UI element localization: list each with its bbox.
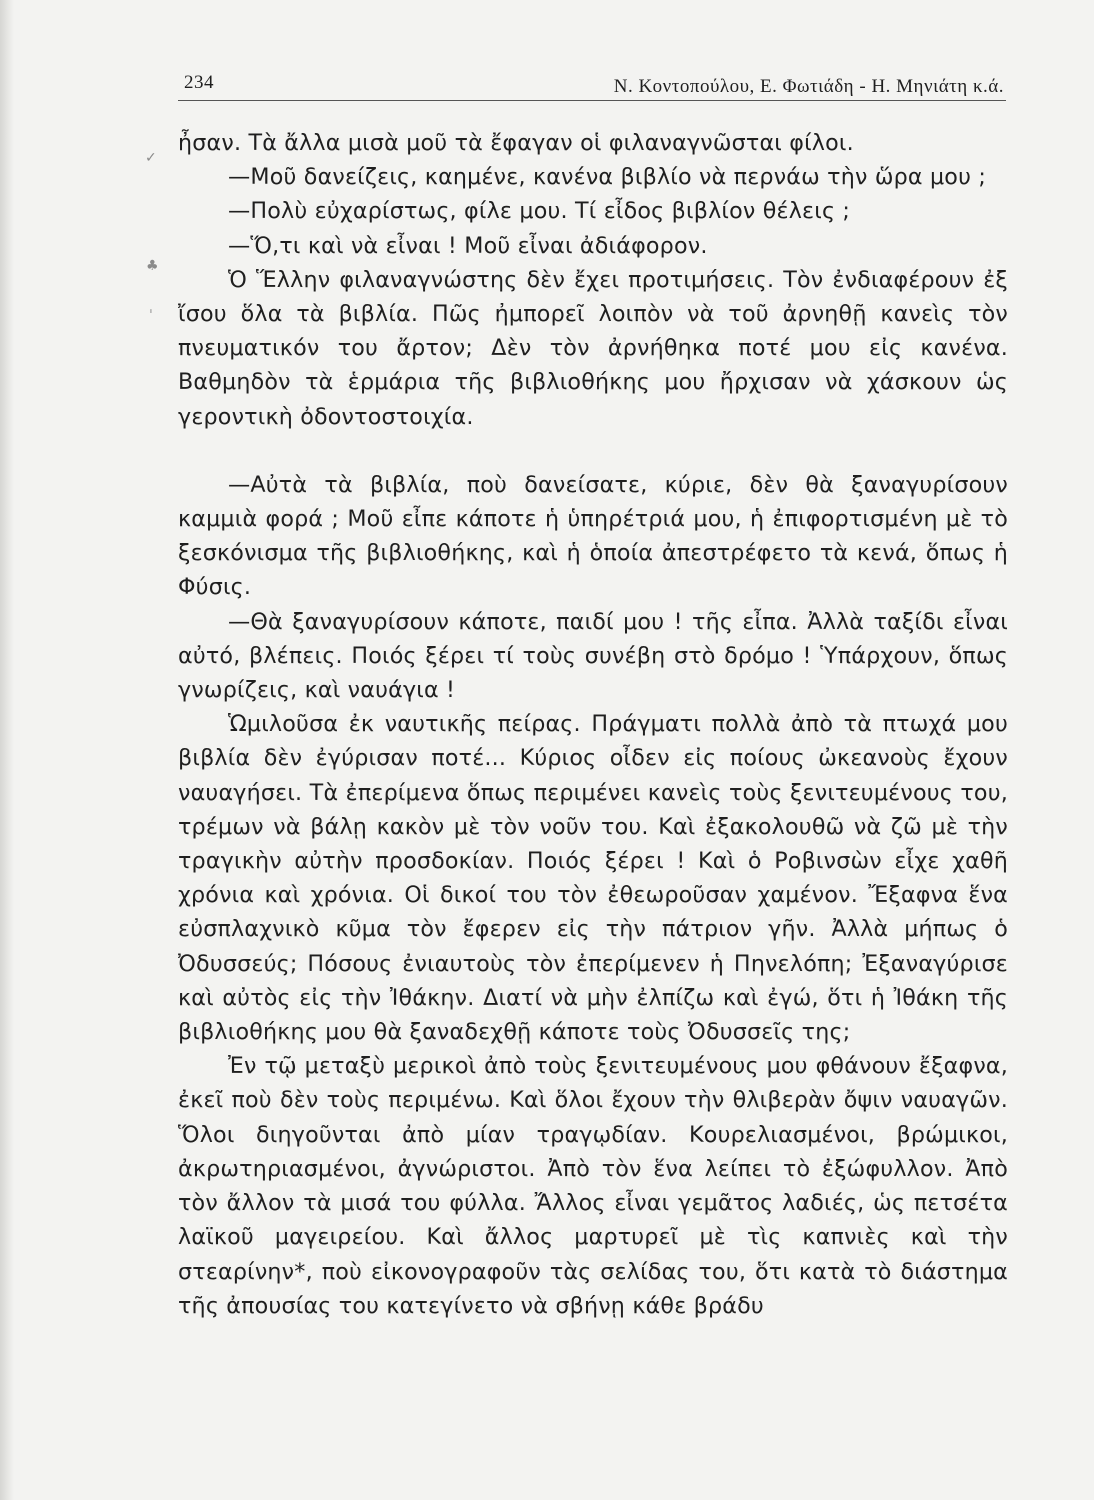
- paragraph: —Μοῦ δανείζεις, καημένε, κανένα βιβλίο νὰ περνάω τὴν ὥρα μου ;: [228, 164, 987, 191]
- paragraph: —Αὐτὰ τὰ βιβλία, ποὺ δανείσατε, κύριε, δὲν θὰ ξαναγυρίσουν καμμιὰ φορά ; Μοῦ εἶπε κάποτε ἡ ὑπηρέτριά μου, ἡ ἐπιφορτισμένη μὲ τὸ ξεσκόνισμα τῆς βιβλιοθήκης, καὶ ἡ ὁποία ἀπεστρέφετο τὰ κενά, ὅπως ἡ Φύσις.: [178, 471, 1008, 601]
- running-head: Ν. Κοντοπούλου, Ε. Φωτιάδη - Η. Μηνιάτη κ.ά.: [613, 76, 1004, 97]
- page-number: 234: [184, 72, 214, 93]
- body-text: [178, 126, 1008, 1323]
- paragraph: Ὡμιλοῦσα ἐκ ναυτικῆς πείρας. Πράγματι πολλὰ ἀπὸ τὰ πτωχά μου βιβλία δὲν ἐγύρισαν ποτέ... Κύριος οἶδεν εἰς ποίους ὠκεανοὺς ἔχουν ναυαγήσει. Τὰ ἐπερίμενα ὅπως περιμένει κανεὶς τοὺς ξενιτευμένους του, τρέμων νὰ βάλῃ κακὸν μὲ τὸν νοῦν του. Καὶ ἐξακολουθῶ νὰ ζῶ μὲ τὴν τραγικὴν αὐτὴν προσδοκίαν. Ποιός ξέρει ! Καὶ ὁ Ροβινσὼν εἶχε χαθῆ χρόνια καὶ χρόνια. Οἱ δικοί του τὸν ἐθεωροῦσαν χαμένον. Ἔξαφνα ἕνα εὐσπλαχνικὸ κῦμα τὸν ἔφερεν εἰς τὴν πάτριον γῆν. Ἀλλὰ μήπως ὁ Ὀδυσσεύς; Πόσους ἐνιαυτοὺς τὸν ἐπερίμενεν ἡ Πηνελόπη; Ἐξαναγύρισε καὶ αὐτὸς εἰς τὴν Ἰθάκην. Διατί νὰ μὴν ἐλπίζω καὶ ἐγώ, ὅτι ἡ Ἰθάκη τῆς βιβλιοθήκης μου θὰ ξαναδεχθῇ κάποτε τοὺς Ὀδυσσεῖς της;: [178, 711, 1008, 1046]
- paragraph: Ὁ Ἕλλην φιλαναγνώστης δὲν ἔχει προτιμήσεις. Τὸν ἐνδιαφέρουν ἐξ ἴσου ὅλα τὰ βιβλία. Πῶς ἠμπορεῖ λοιπὸν νὰ τοῦ ἀρνηθῇ κανεὶς τὸν πνευματικόν του ἄρτον; Δὲν τὸν ἀρνήθηκα ποτέ μου εἰς κανένα. Βαθμηδὸν τὰ ἑρμάρια τῆς βιβλιοθήκης μου ἤρχισαν νὰ χάσκουν ὡς γεροντικὴ ὀδοντοστοιχία.: [178, 266, 1008, 430]
- paragraph: Ἐν τῷ μεταξὺ μερικοὶ ἀπὸ τοὺς ξενιτευμένους μου φθάνουν ἔξαφνα, ἐκεῖ ποὺ δὲν τοὺς περιμένω. Καὶ ὅλοι ἔχουν τὴν θλιβερὰν ὄψιν ναυαγῶν. Ὅλοι διηγοῦνται ἀπὸ μίαν τραγῳδίαν. Κουρελιασμένοι, βρώμικοι, ἀκρωτηριασμένοι, ἀγνώριστοι. Ἀπὸ τὸν ἕνα λείπει τὸ ἐξώφυλλον. Ἀπὸ τὸν ἄλλον τὰ μισά του φύλλα. Ἄλλος εἶναι γεμᾶτος λαδιές, ὡς πετσέτα λαϊκοῦ μαγειρείου. Καὶ ἄλλος μαρτυρεῖ μὲ τὶς καπνιὲς καὶ τὴν στεαρίνην*, ποὺ εἰκονογραφοῦν τὰς σελίδας του, ὅτι κατὰ τὸ διάστημα τῆς ἀπουσίας του κατεγίνετο νὰ σβήνῃ κάθε βράδυ: [178, 1053, 1008, 1319]
- page-edge-shadow: [0, 0, 14, 1500]
- header-rule: [178, 100, 1006, 101]
- paragraph: ἦσαν. Τὰ ἄλλα μισὰ μοῦ τὰ ἔφαγαν οἱ φιλαναγνῶσται φίλοι.: [178, 130, 854, 156]
- margin-mark: ˈ: [149, 308, 153, 324]
- page-header: [178, 68, 1008, 98]
- paragraph: —Ὅ,τι καὶ νὰ εἶναι ! Μοῦ εἶναι ἀδιάφορον.: [228, 232, 708, 259]
- paragraph: —Θὰ ξαναγυρίσουν κάποτε, παιδί μου ! τῆς εἶπα. Ἀλλὰ ταξίδι εἶναι αὐτό, βλέπεις. Ποιός ξέρει τί τοὺς συνέβη στὸ δρόμο ! Ὑπάρχουν, ὅπως γνωρίζεις, καὶ ναυάγια !: [178, 608, 1008, 704]
- margin-mark: ✓: [145, 150, 157, 166]
- margin-mark: ♣: [146, 258, 159, 274]
- paragraph: —Πολὺ εὐχαρίστως, φίλε μου. Τί εἶδος βιβλίον θέλεις ;: [228, 198, 851, 225]
